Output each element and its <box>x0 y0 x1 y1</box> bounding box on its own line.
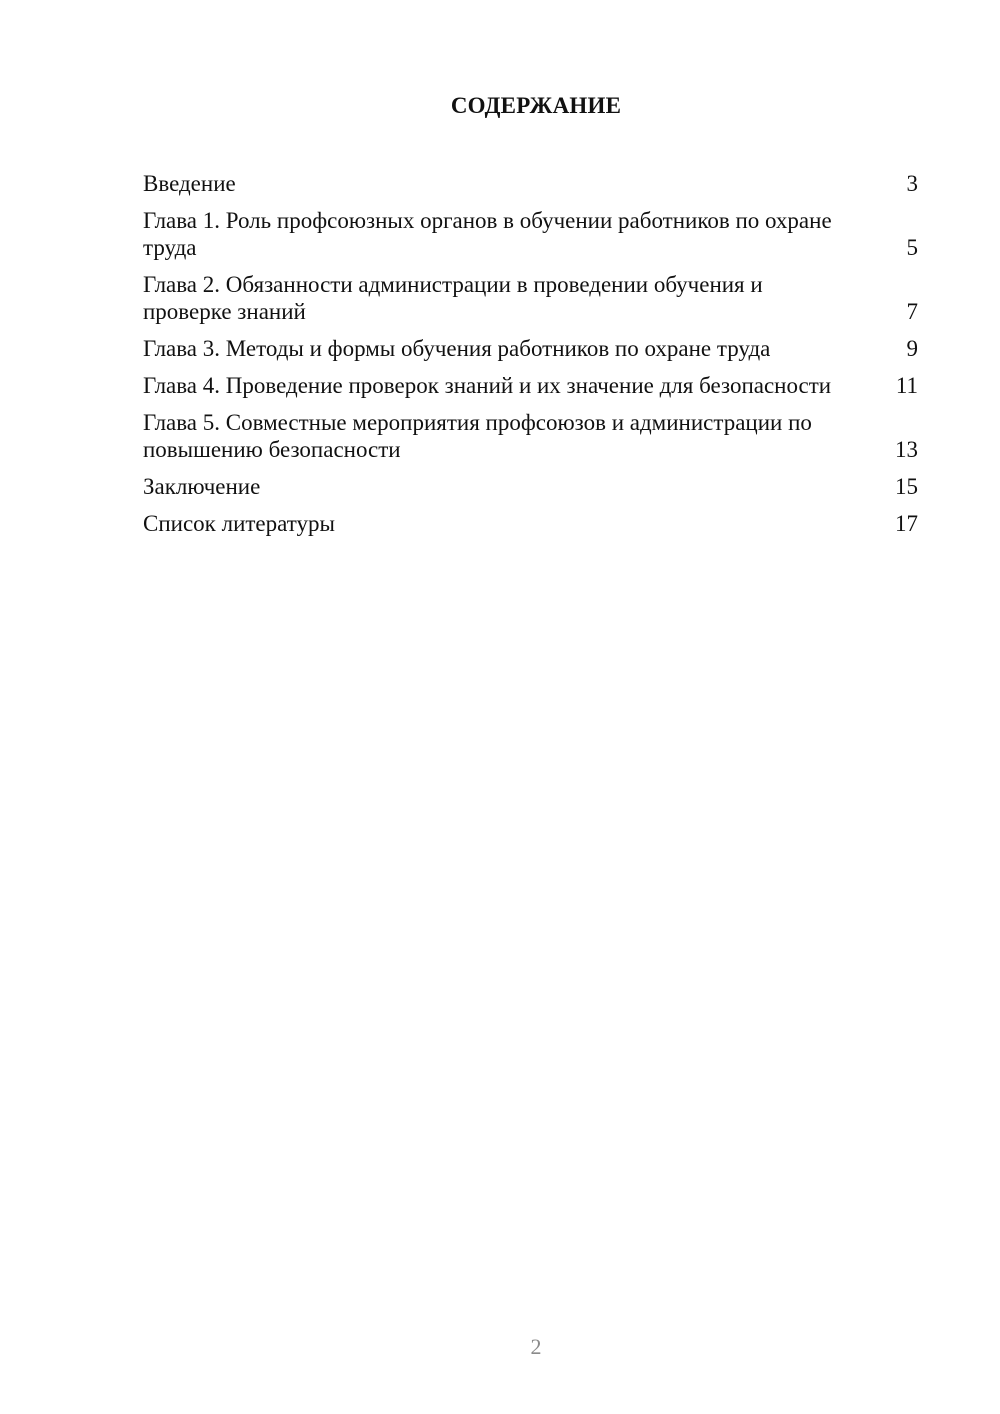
toc-entry-text: Введение <box>143 171 236 196</box>
toc-entry-text: Глава 3. Методы и формы обучения работников по охране труда <box>143 336 771 361</box>
toc-entry-chapter-1 <box>143 207 918 261</box>
table-of-contents <box>143 170 918 547</box>
toc-entry-page: 11 <box>895 373 918 398</box>
toc-entry-text: Глава 4. Проведение проверок знаний и их значение для безопасности <box>143 373 832 398</box>
toc-entry-chapter-5 <box>143 409 918 463</box>
page-title: СОДЕРЖАНИЕ <box>450 93 622 118</box>
toc-entry-page: 13 <box>895 437 918 462</box>
toc-entry-page: 17 <box>895 511 918 536</box>
toc-entry-text: Глава 1. Роль профсоюзных органов в обучении работников по охране труда <box>143 208 832 260</box>
toc-entry-page: 15 <box>895 474 918 499</box>
toc-entry-text: Глава 2. Обязанности администрации в проведении обучения и проверке знаний <box>143 272 763 324</box>
toc-entry-chapter-4 <box>143 372 918 399</box>
toc-entry-text: Глава 5. Совместные мероприятия профсоюзов и администрации по повышению безопасности <box>143 410 812 462</box>
page-number: 2 <box>530 1334 542 1359</box>
toc-entry-text: Список литературы <box>143 511 335 536</box>
toc-entry-page: 3 <box>906 171 918 196</box>
toc-entry-conclusion <box>143 473 918 500</box>
toc-entry-chapter-3 <box>143 335 918 362</box>
toc-entry-page: 7 <box>906 299 918 324</box>
toc-entry-text: Заключение <box>143 474 261 499</box>
toc-entry-chapter-2 <box>143 271 918 325</box>
toc-entry-introduction <box>143 170 918 197</box>
toc-entry-page: 5 <box>906 235 918 260</box>
toc-entry-bibliography <box>143 510 918 537</box>
toc-entry-page: 9 <box>906 336 918 361</box>
